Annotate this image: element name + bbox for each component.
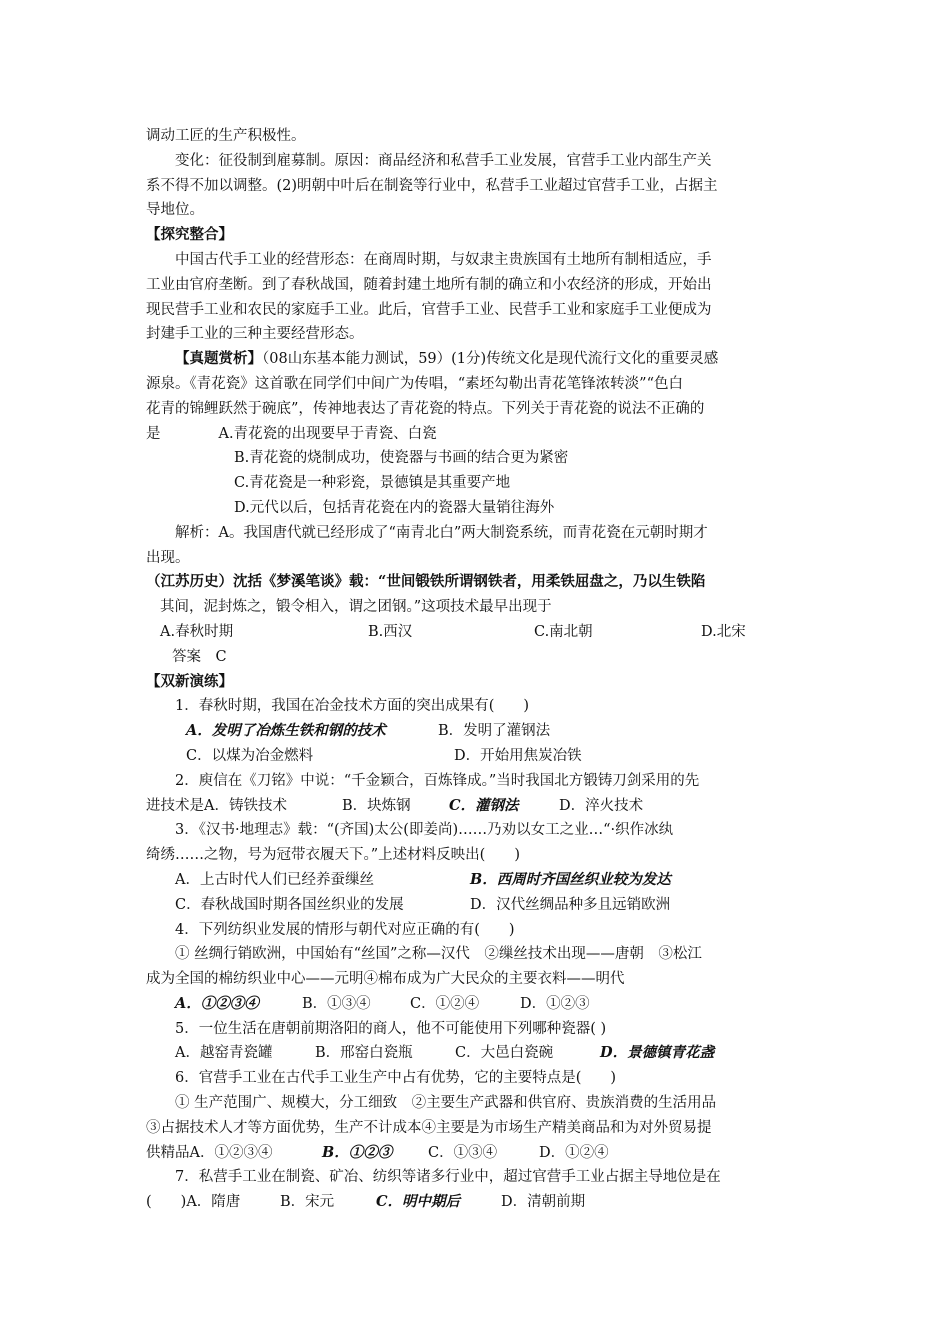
- jiangsu-line-2: 其间，泥封炼之，锻令相入，谓之团钢。”这项技术最早出现于: [160, 599, 552, 616]
- q7-stem: 7．私营手工业在制瓷、矿冶、纺织等诸多行业中，超过官营手工业占据主导地位是在: [175, 1169, 721, 1186]
- q4-option-c: C．①②④: [410, 995, 480, 1012]
- q1-option-c: C．以煤为冶金燃料: [186, 747, 314, 764]
- explore-line-4: 封建手工业的三种主要经营形态。: [146, 326, 364, 343]
- q6-line-4-lead: 供精品A．①②③④: [146, 1144, 273, 1161]
- real-line-1-text: （08山东基本能力测试，59）(1分)传统文化是现代流行文化的重要灵感: [262, 351, 719, 368]
- q7-option-c: C．明中期后: [376, 1193, 461, 1211]
- document-page: [146, 124, 811, 1215]
- q4-line-2: ① 丝绸行销欧洲，中国始有“丝国”之称—汉代 ②缫丝技术出现——唐朝 ③松江: [175, 946, 702, 963]
- q3-stem: 3．《汉书·地理志》载：“(齐国)太公(即姜尚)……乃劝以女工之业…“·织作冰纨: [175, 822, 674, 839]
- q3-option-c: C．春秋战国时期各国丝织业的发展: [175, 896, 404, 913]
- q3-option-b: B．西周时齐国丝织业较为发达: [470, 870, 671, 888]
- q4-option-b: B．①③④: [302, 995, 371, 1012]
- intro-line-3: 系不得不加以调整。(2)明朝中叶后在制瓷等行业中，私营手工业超过官营手工业，占据主: [146, 177, 718, 194]
- q7-option-b: B．宋元: [280, 1194, 335, 1211]
- q5-option-c: C．大邑白瓷碗: [455, 1045, 554, 1062]
- intro-line-2: 变化：征役制到雇募制。原因：商品经济和私营手工业发展，官营手工业内部生产关: [175, 152, 712, 169]
- q3-line-2: 绮绣……之物，号为冠带衣履天下。”上述材料反映出( ): [146, 847, 520, 864]
- q1-stem: 1．春秋时期，我国在冶金技术方面的突出成果有( ): [175, 698, 530, 715]
- real-option-d: D.元代以后，包括青花瓷在内的瓷器大量销往海外: [234, 499, 555, 516]
- q1-option-b: B．发明了灌钢法: [438, 723, 551, 740]
- real-question-line-4: [146, 422, 811, 447]
- q6-option-c: C．①③④: [428, 1144, 498, 1161]
- q7-option-d: D．清朝前期: [501, 1194, 586, 1211]
- q6-line-2: ① 生产范围广、规模大，分工细致 ②主要生产武器和供官府、贵族消费的生活用品: [175, 1095, 717, 1112]
- jiangsu-options: [146, 620, 811, 645]
- q4-option-d: D．①②③: [520, 995, 590, 1012]
- real-analysis-line-2: 出现。: [146, 549, 190, 566]
- q1-options-row-1: [146, 719, 811, 744]
- q2-option-d: D．淬火技术: [559, 797, 644, 814]
- jiangsu-option-b: B.西汉: [368, 623, 413, 640]
- q2-options: [146, 794, 811, 819]
- q1-option-d: D．开始用焦炭冶铁: [454, 747, 582, 764]
- q7-line-2-lead: ( )A．隋唐: [146, 1194, 241, 1211]
- q1-options-row-2: [146, 744, 811, 769]
- q2-line-2-lead: 进技术是A．铸铁技术: [146, 797, 287, 814]
- practice-heading: 【双新演练】: [146, 672, 233, 690]
- q6-stem: 6．官营手工业在古代手工业生产中占有优势，它的主要特点是( ): [175, 1070, 617, 1087]
- q6-line-3: ③占据技术人才等方面优势，生产不计成本④主要是为市场生产精美商品和为对外贸易提: [146, 1119, 712, 1136]
- q5-option-d: D．景德镇青花盏: [600, 1044, 715, 1062]
- explore-heading: 【探究整合】: [146, 226, 233, 244]
- q5-option-b: B．邢窑白瓷瓶: [315, 1045, 413, 1062]
- q5-stem: 5．一位生活在唐朝前期洛阳的商人，他不可能使用下列哪种瓷器( ): [175, 1020, 607, 1037]
- explore-line-1: 中国古代手工业的经营形态：在商周时期，与奴隶主贵族国有土地所有制相适应，手: [175, 251, 712, 268]
- jiangsu-option-c: C.南北朝: [534, 623, 593, 640]
- q3-options-row-1: [146, 868, 811, 893]
- q7-options: [146, 1190, 811, 1215]
- q3-option-d: D．汉代丝绸品种多且远销欧洲: [470, 896, 671, 913]
- q6-option-d: D．①②④: [539, 1144, 609, 1161]
- q2-option-c: C．灌钢法: [449, 796, 519, 814]
- real-question-line-1: [146, 347, 811, 372]
- jiangsu-option-a: A.春秋时期: [160, 623, 234, 640]
- q3-option-a: A．上古时代人们已经养蚕缫丝: [175, 871, 374, 888]
- q5-options: [146, 1041, 811, 1066]
- real-analysis-line-1: 解析：A。我国唐代就已经形成了“南青北白”两大制瓷系统，而青花瓷在元朝时期才: [175, 524, 708, 541]
- real-heading: 【真题赏析】: [175, 350, 262, 368]
- q3-options-row-2: [146, 893, 811, 918]
- explore-line-2: 工业由官府垄断。到了春秋战国，随着封建土地所有制的确立和小农经济的形成，开始出: [146, 276, 712, 293]
- q4-stem: 4．下列纺织业发展的情形与朝代对应正确的有( ): [175, 921, 515, 938]
- intro-line-4: 导地位。: [146, 202, 204, 219]
- real-line-4-lead: 是: [146, 425, 161, 442]
- q6-option-b: B．①②③: [322, 1143, 393, 1161]
- jiangsu-line-1-text: （江苏历史）沈括《梦溪笔谈》载：“世间锻铁所谓钢铁者，用柔铁屈盘之，乃以生铁陷: [146, 573, 706, 591]
- real-question-line-2: 源泉。《青花瓷》这首歌在同学们中间广为传唱，“素坯勾勒出青花笔锋浓转淡”“色白: [146, 375, 683, 392]
- q4-option-a: A．①②③④: [175, 994, 259, 1012]
- q2-stem: 2．庾信在《刀铭》中说：“千金颖合，百炼锋成。”当时我国北方锻铸刀剑采用的先: [175, 772, 700, 789]
- real-question-line-3: 花青的锦鲤跃然于碗底”，传神地表达了青花瓷的特点。下列关于青花瓷的说法不正确的: [146, 400, 705, 417]
- q5-option-a: A．越窑青瓷罐: [175, 1045, 273, 1062]
- intro-line-1: 调动工匠的生产积极性。: [146, 128, 306, 144]
- jiangsu-answer: 答案 C: [172, 648, 227, 665]
- real-option-a: A.青花瓷的出现要早于青瓷、白瓷: [218, 425, 437, 442]
- jiangsu-line-1: [146, 570, 811, 595]
- q4-line-3: 成为全国的棉纺织业中心——元明④棉布成为广大民众的主要衣料——明代: [146, 971, 625, 988]
- q2-option-b: B．块炼钢: [342, 797, 411, 814]
- q1-option-a: A．发明了冶炼生铁和钢的技术: [186, 722, 386, 740]
- explore-line-3: 现民营手工业和农民的家庭手工业。此后，官营手工业、民营手工业和家庭手工业便成为: [146, 301, 712, 318]
- jiangsu-option-d: D.北宋: [701, 623, 746, 640]
- real-option-c: C.青花瓷是一种彩瓷，景德镇是其重要产地: [234, 475, 511, 492]
- q4-options: [146, 992, 811, 1017]
- q6-options: [146, 1141, 811, 1166]
- real-option-b: B.青花瓷的烧制成功，使瓷器与书画的结合更为紧密: [234, 450, 569, 467]
